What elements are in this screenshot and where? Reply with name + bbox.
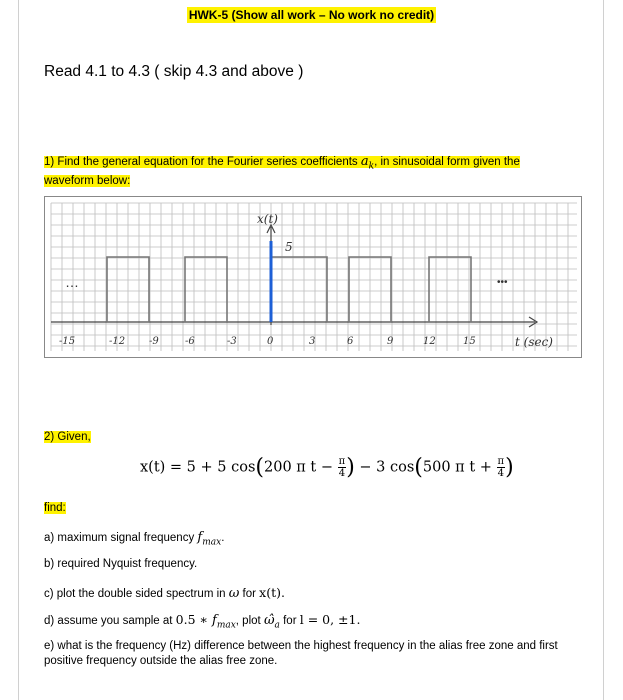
tick-label: -6 bbox=[185, 336, 195, 347]
tick-label: -15 bbox=[59, 336, 76, 347]
page-title bbox=[0, 8, 623, 22]
page-border-left bbox=[18, 0, 19, 700]
tick-label: -3 bbox=[227, 336, 237, 347]
tick-label: 15 bbox=[463, 336, 476, 347]
x-axis-label: t (sec) bbox=[515, 335, 553, 349]
pulse bbox=[185, 257, 227, 322]
item-d: d) assume you sample at 0.5 ∗ $f_{max}$, plot $\omegâ_a$ for l = 0, ±1. bbox=[44, 612, 361, 631]
y-axis-label: x(t) bbox=[257, 212, 278, 226]
eq-lhs: x(t) = 5 + 5 cos bbox=[140, 459, 256, 476]
waveform-svg bbox=[45, 197, 581, 357]
pulse bbox=[429, 257, 471, 322]
eq-mid: − 3 cos bbox=[354, 459, 415, 476]
reading-assignment: Read 4.1 to 4.3 ( skip 4.3 and above ) bbox=[44, 63, 304, 80]
eq-frac-2: $\frac{\pi}{4}$ bbox=[497, 456, 505, 479]
tick-label: 0 bbox=[267, 336, 274, 347]
find-label: find: bbox=[44, 502, 66, 514]
item-e: e) what is the frequency (Hz) difference between the highest frequency in the alias free zone and first positive frequency outside the alias free zone. bbox=[44, 640, 558, 667]
tick-label: -12 bbox=[109, 336, 126, 347]
right-ellipsis: ••• bbox=[497, 277, 508, 288]
tick-label: 9 bbox=[387, 336, 394, 347]
waveform-graph bbox=[44, 196, 582, 358]
left-ellipsis: … bbox=[65, 274, 79, 290]
eq-frac-1: $\frac{\pi}{4}$ bbox=[338, 456, 346, 479]
amplitude-label: 5 bbox=[285, 240, 293, 254]
tick-label: -9 bbox=[149, 336, 159, 347]
q1-text-after: , in sinusoidal form given the waveform below: bbox=[44, 156, 520, 188]
q1-symbol: $a_k$ bbox=[360, 154, 375, 172]
signal-equation: x(t) = 5 + 5 cos(200 π t − $\frac{\pi}{4}$ ) − 3 cos(500 π t + $\frac{\pi}{4}$ ) bbox=[140, 455, 514, 480]
eq-term2: 500 π t + bbox=[422, 459, 492, 476]
pulse-train bbox=[107, 257, 471, 322]
tick-labels bbox=[59, 336, 476, 347]
tick-label: 3 bbox=[309, 336, 316, 347]
tick-label: 12 bbox=[423, 336, 436, 347]
pulse bbox=[271, 257, 327, 322]
question-1 bbox=[44, 154, 564, 189]
item-b: b) required Nyquist frequency. bbox=[44, 558, 198, 570]
q1-text-before: 1) Find the general equation for the Fourier series coefficients bbox=[44, 156, 361, 168]
item-c: c) plot the double sided spectrum in ω for x(t). bbox=[44, 585, 285, 601]
eq-term1: 200 π t − bbox=[264, 459, 334, 476]
page-border-right bbox=[603, 0, 604, 700]
item-a: a) maximum signal frequency $f_{max}$. bbox=[44, 530, 225, 548]
question-2-label: 2) Given, bbox=[44, 431, 91, 443]
title-highlight: HWK-5 (Show all work – No work no credit) bbox=[188, 8, 435, 22]
tick-label: 6 bbox=[347, 336, 354, 347]
